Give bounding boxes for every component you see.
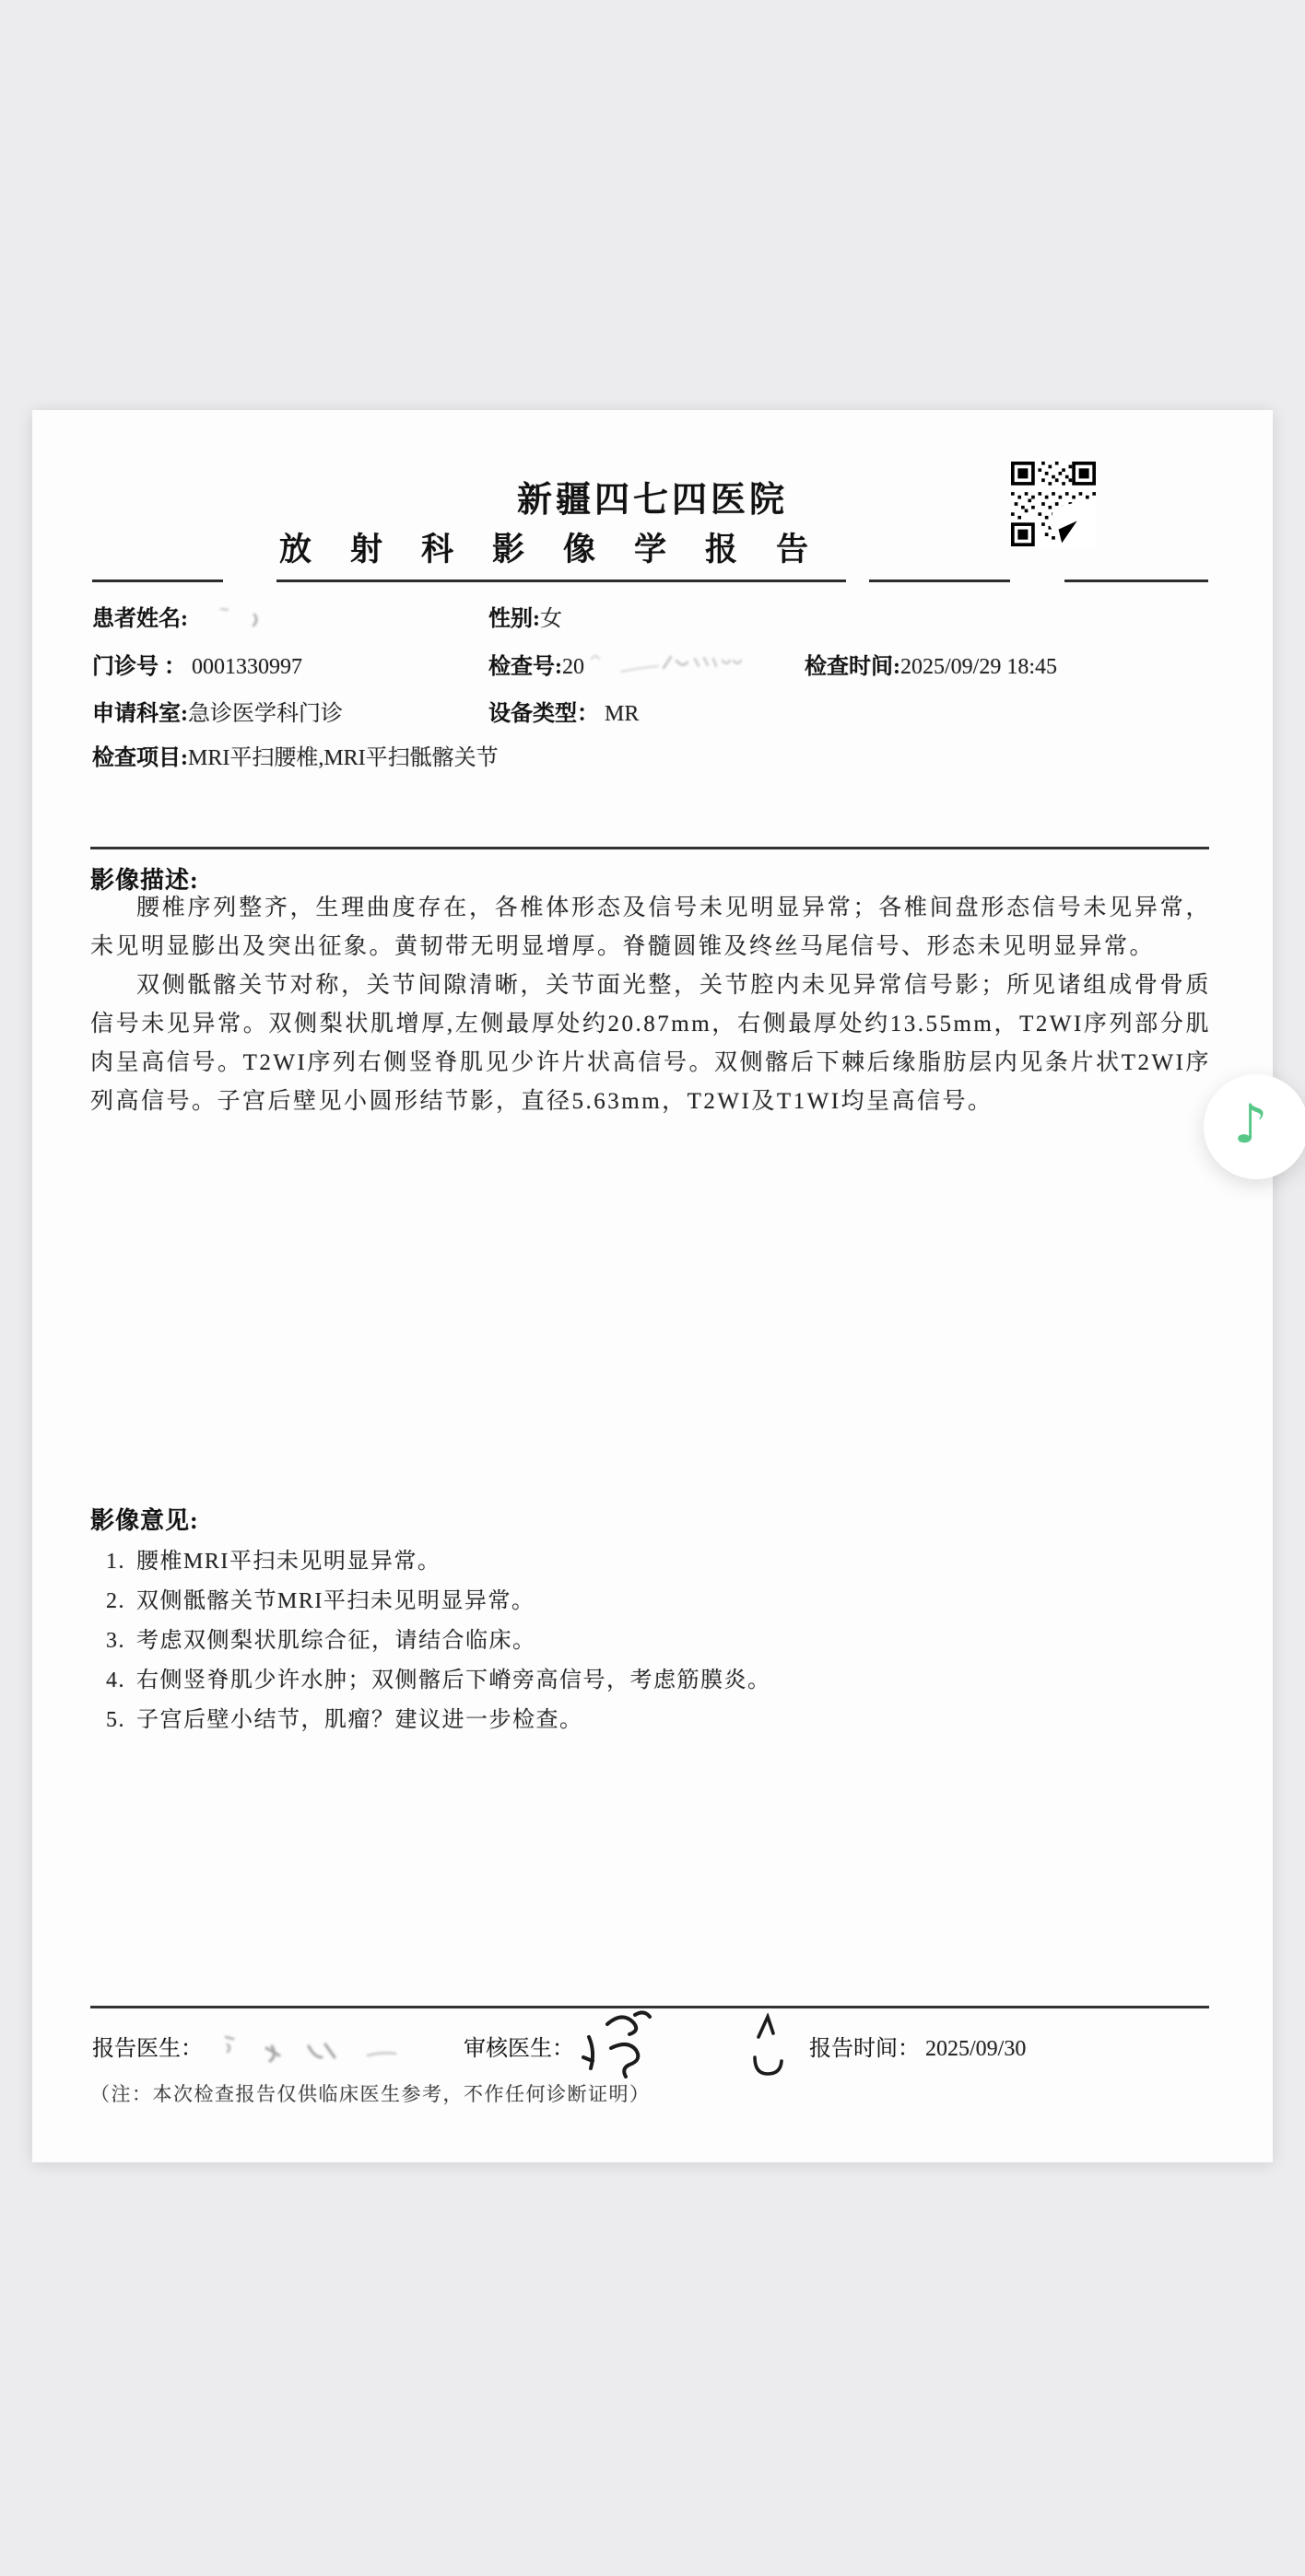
patient-name-field bbox=[92, 600, 304, 633]
opinion-item-number: 4. bbox=[106, 1669, 125, 1692]
opinion-item bbox=[106, 1661, 771, 1693]
opinion-item-text: 考虑双侧梨状肌综合征，请结合临床。 bbox=[136, 1629, 536, 1653]
description-heading: 影像描述: bbox=[90, 867, 199, 894]
report-doctor-field bbox=[92, 2030, 203, 2062]
opinion-item-number: 2. bbox=[106, 1589, 125, 1613]
exam-time-field bbox=[805, 648, 1057, 680]
gender-value: 女 bbox=[540, 607, 562, 631]
report-time-label: 报告时间： bbox=[809, 2037, 920, 2061]
device-type-field bbox=[488, 695, 639, 727]
footer-divider bbox=[90, 2006, 1209, 2008]
opinion-heading: 影像意见: bbox=[90, 1507, 199, 1534]
opinion-item-text: 子宫后壁小结节，肌瘤？建议进一步检查。 bbox=[136, 1708, 583, 1732]
exam-time-value: 2025/09/29 18:45 bbox=[900, 655, 1058, 679]
description-paragraph: 腰椎序列整齐，生理曲度存在，各椎体形态及信号未见明显异常；各椎间盘形态信号未见异常，未见明显膨出及突出征象。黄韧带无明显增厚。脊髓圆锥及终丝马尾信号、形态未见明显异常。 bbox=[90, 896, 1211, 959]
header-rule-segment bbox=[869, 580, 1010, 582]
description-body bbox=[90, 889, 1211, 1121]
header-rule-segment bbox=[276, 580, 846, 582]
outpatient-no-value: 0001330997 bbox=[192, 655, 302, 679]
qr-code-icon bbox=[1011, 462, 1096, 546]
header-rule-segment bbox=[92, 580, 223, 582]
report-title: 放射科影像学报告 bbox=[279, 532, 848, 568]
report-time-value: 2025/09/30 bbox=[925, 2037, 1027, 2061]
opinion-item-text: 双侧骶髂关节MRI平扫未见明显异常。 bbox=[136, 1589, 535, 1613]
opinion-item-number: 5. bbox=[106, 1708, 125, 1732]
exam-items-field bbox=[92, 739, 499, 771]
signature-scrawl bbox=[744, 2013, 795, 2087]
report-document bbox=[32, 410, 1273, 2162]
hospital-name: 新疆四七四医院 bbox=[516, 481, 788, 520]
exam-items-value: MRI平扫腰椎,MRI平扫骶髂关节 bbox=[188, 746, 499, 770]
outpatient-no-field bbox=[92, 648, 302, 680]
music-fab[interactable] bbox=[1204, 1074, 1305, 1179]
exam-no-value: 20 bbox=[562, 655, 584, 679]
opinion-item-number: 1. bbox=[106, 1550, 125, 1574]
disclaimer-note: （注：本次检查报告仅供临床医生参考，不作任何诊断证明） bbox=[90, 2083, 651, 2105]
request-dept-value: 急诊医学科门诊 bbox=[188, 702, 343, 726]
device-type-label: 设备类型： bbox=[488, 702, 599, 726]
description-divider bbox=[90, 847, 1209, 849]
gender-field bbox=[488, 600, 562, 632]
opinion-item-text: 右侧竖脊肌少许水肿；双侧髂后下嵴旁高信号，考虑筋膜炎。 bbox=[136, 1669, 771, 1692]
opinion-item bbox=[106, 1701, 583, 1733]
opinion-item bbox=[106, 1622, 536, 1654]
opinion-item-text: 腰椎MRI平扫未见明显异常。 bbox=[136, 1550, 441, 1574]
report-doctor-label: 报告医生： bbox=[92, 2037, 203, 2061]
report-time-field bbox=[809, 2030, 1026, 2062]
review-doctor-field bbox=[464, 2030, 574, 2062]
patient-name-redacted-value bbox=[194, 602, 304, 633]
review-doctor-signature bbox=[574, 2009, 694, 2089]
opinion-item bbox=[106, 1582, 535, 1614]
report-doctor-redacted-signature bbox=[213, 2024, 425, 2076]
description-paragraph: 双侧骶髂关节对称，关节间隙清晰，关节面光整，关节腔内未见异常信号影；所见诸组成骨骨质信号未见异常。双侧梨状肌增厚,左侧最厚处约20.87mm，右侧最厚处约13.55mm，T2WI序列部分肌肉呈高信号。T2WI序列右侧竖脊肌见少许片状高信号。双侧髂后下棘后缘脂肪层内见条片状T2WI序列高信号。子宫后壁见小圆形结节影，直径5.63mm，T2WI及T1WI均呈高信号。 bbox=[90, 973, 1211, 1114]
exam-no-label: 检查号: bbox=[488, 655, 562, 679]
review-doctor-label: 审核医生： bbox=[464, 2037, 574, 2061]
exam-items-label: 检查项目: bbox=[92, 746, 188, 770]
exam-no-field bbox=[488, 648, 769, 681]
request-dept-field bbox=[92, 695, 343, 727]
patient-name-label: 患者姓名: bbox=[92, 607, 188, 631]
exam-time-label: 检查时间: bbox=[805, 655, 900, 679]
gender-label: 性别: bbox=[488, 607, 540, 631]
opinion-item-number: 3. bbox=[106, 1629, 125, 1653]
request-dept-label: 申请科室: bbox=[92, 702, 188, 726]
opinion-item bbox=[106, 1542, 441, 1575]
exam-no-redacted-value bbox=[584, 650, 769, 681]
music-note-icon: ♪ bbox=[1233, 1093, 1268, 1155]
header-rule-segment bbox=[1064, 580, 1208, 582]
outpatient-no-label: 门诊号 ： bbox=[92, 655, 186, 679]
device-type-value: MR bbox=[605, 702, 640, 726]
